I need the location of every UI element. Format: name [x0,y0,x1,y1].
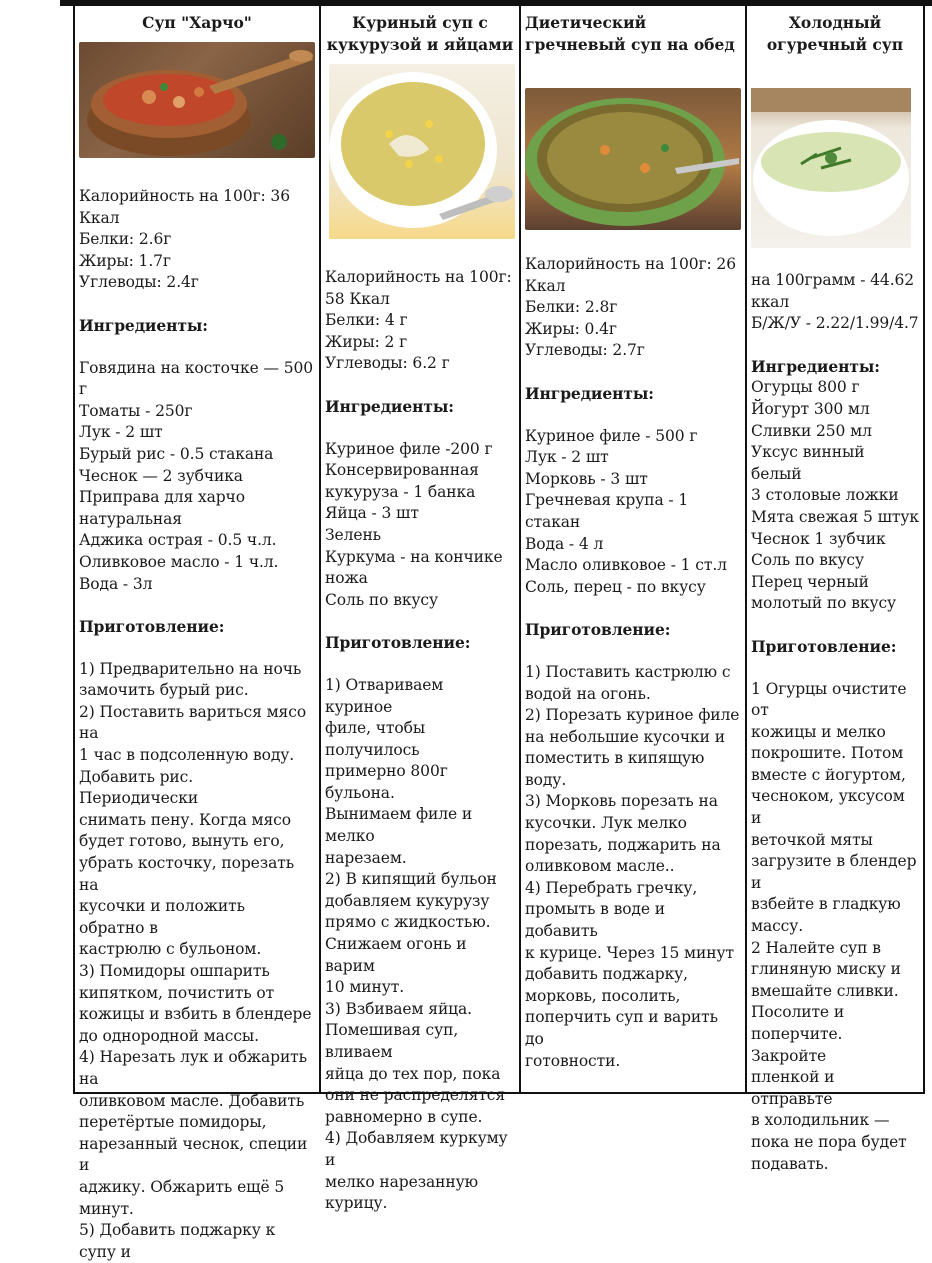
ingredients-list: Огурцы 800 г Йогурт 300 мл Сливки 250 мл Уксус винный белый 3 столовые ложки Мята свежая 5 штук Чеснок 1 зубчик Соль по вкусу Перец черный молотый по вкусу [751,378,919,613]
steps-text: 1) Поставить кастрюлю с водой на огонь. 2) Порезать куриное филе на небольшие кусочки и поместить в кипящую воду. 3) Морковь порезать на кусочки. Лук мелко порезать, поджарить на оливковом масле.. 4) Перебрать гречку, промыть в воде и добавить к курице. Через 15 минут добавить поджарку, морковь, посолить, поперчить суп и варить до готовности. [525,662,740,1070]
buckwheat-soup-image [525,88,741,230]
ingredients-heading: Ингредиенты: [325,396,454,416]
nutrition-info: Калорийность на 100г: 58 Ккал Белки: 4 г Жиры: 2 г Углеводы: 6.2 г [325,268,512,373]
steps-heading: Приготовление: [751,636,897,656]
nutrition-info: на 100грамм - 44.62 ккал Б/Ж/У - 2.22/1.99/4.7 [751,271,919,333]
steps-text: 1) Отвариваем куриное филе, чтобы получилось примерно 800г бульона. Вынимаем филе и мелко нарезаем. 2) В кипящий бульон добавляем кукурузу прямо с жидкостью. Снижаем огонь и варим 10 минут. 3) Взбиваем яйца. Помешивая суп, вливаем яйца до тех пор, пока они не распределятся равномерно в супе. 4) Добавляем куркуму и мелко нарезанную курицу. [325,675,508,1213]
kharcho-soup-image [79,42,315,158]
recipe-title: Куриный суп с кукурузой и яйцами [326,13,514,54]
cucumber-soup-image [751,88,911,248]
ingredients-list: Куриное филе - 500 г Лук - 2 шт Морковь - 3 шт Гречневая крупа - 1 стакан Вода - 4 л Масло оливковое - 1 ст.л Соль, перец - по вкусу [525,426,727,596]
recipe-column-kharcho [75,6,321,1261]
steps-text: 1 Огурцы очистите от кожицы и мелко покрошите. Потом вместе с йогуртом, чесноком, уксусом и веточкой мяты загрузите в блендер и взбейте в гладкую массу. 2 Налейте суп в глиняную миску и вмешайте сливки. Посолите и поперчите. Закройте пленкой и отправьте в холодильник — пока не пора будет подавать. [751,679,917,1173]
steps-heading: Приготовление: [325,633,471,653]
ingredients-heading: Ингредиенты: [525,383,654,403]
recipe-column-buckwheat [521,6,747,1092]
recipe-title: Суп "Харчо" [142,13,252,32]
chicken-corn-soup-image [329,64,515,239]
recipe-column-cucumber [747,6,923,1173]
steps-text: 1) Предварительно на ночь замочить бурый рис. 2) Поставить вариться мясо на 1 час в подсоленную воду. Добавить рис. Периодически снимать пену. Когда мясо будет готово, вынуть его, убрать косточку, порезать на кусочки и положить обратно в кастрюлю с бульоном. 3) Помидоры ошпарить кипятком, почистить от кожицы и взбить в блендере до однородной массы. 4) Нарезать лук и обжарить на оливковом масле. Добавить перетёртые помидоры, нарезанный чеснок, специи и аджику. Обжарить ещё 5 минут. 5) Добавить поджарку к супу и [79,659,312,1261]
recipe-title: Диетический гречневый суп на обед [525,13,735,54]
recipe-column-chicken-corn [321,6,521,1213]
recipe-title: Холодный огуречный суп [766,13,904,54]
ingredients-list: Говядина на косточке — 500 г Томаты - 250г Лук - 2 шт Бурый рис - 0.5 стакана Чеснок — 2 зубчика Приправа для харчо натуральная Аджика острая - 0.5 ч.л. Оливковое масло - 1 ч.л. Вода - 3л [79,358,314,593]
recipe-table [73,4,925,1261]
steps-heading: Приготовление: [525,620,671,640]
ingredients-heading: Ингредиенты: [751,356,880,376]
ingredients-list: Куриное филе -200 г Консервированная кукуруза - 1 банка Яйца - 3 шт Зелень Куркума - на кончике ножа Соль по вкусу [325,439,503,609]
nutrition-info: Калорийность на 100г: 26 Ккал Белки: 2.8г Жиры: 0.4г Углеводы: 2.7г [525,255,736,360]
steps-heading: Приготовление: [79,617,225,637]
nutrition-info: Калорийность на 100г: 36 Ккал Белки: 2.6г Жиры: 1.7г Углеводы: 2.4г [79,187,290,292]
ingredients-heading: Ингредиенты: [79,315,208,335]
